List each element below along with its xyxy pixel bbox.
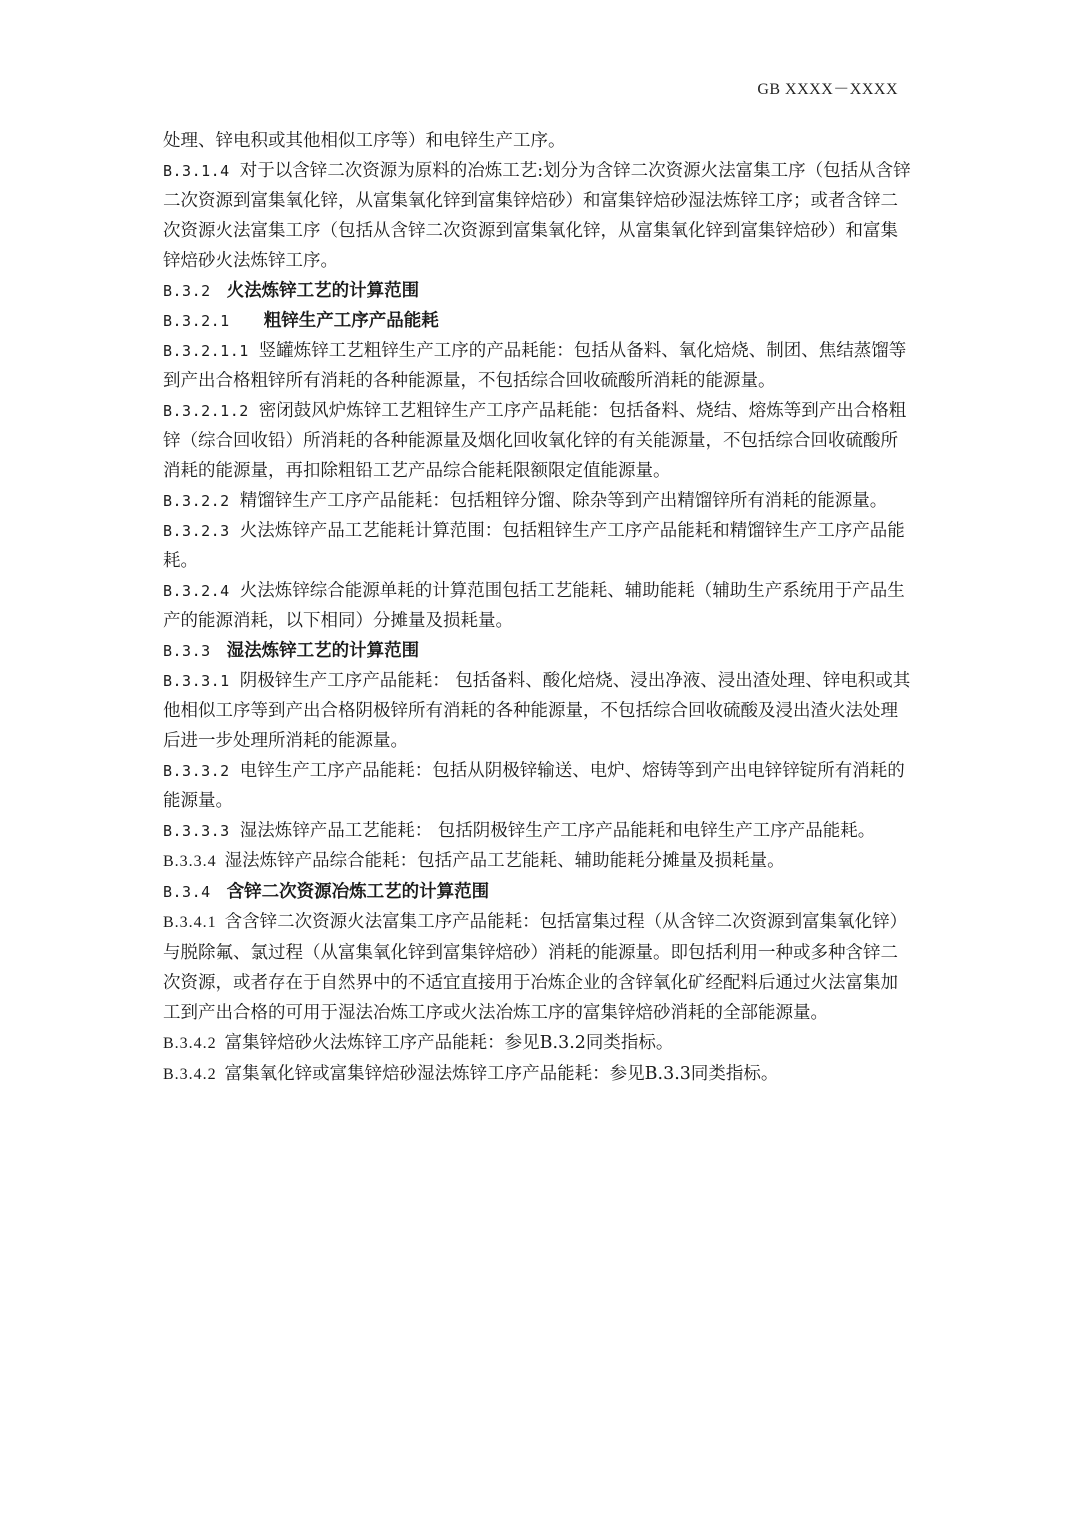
clause-text: 对于以含锌二次资源为原料的冶炼工艺:划分为含锌二次资源火法富集工序（包括从含锌二次资源到富集氧化锌，从富集氧化锌到富集锌焙砂）和富集锌焙砂湿法炼锌工序；或者含锌二次资源火法富集工序（包括从含锌二次资源到富集氧化锌，从富集氧化锌到富集锌焙砂）和富集锌焙砂火法炼锌工序。 xyxy=(163,161,911,271)
clause-number: B.3.2.4 xyxy=(163,582,230,600)
clause-number: B.3.3.4 xyxy=(163,853,217,870)
clause-text: 竖罐炼锌工艺粗锌生产工序的产品耗能：包括从备料、氧化焙烧、制团、焦结蒸馏等到产出合格粗锌所有消耗的各种能源量，不包括综合回收硫酸所消耗的能源量。 xyxy=(163,341,907,391)
clause-b3-2-4 xyxy=(163,576,915,636)
clause-b3-2-1-2 xyxy=(163,396,915,486)
clause-text: 湿法炼锌产品综合能耗：包括产品工艺能耗、辅助能耗分摊量及损耗量。 xyxy=(224,851,785,871)
paragraph-continuation xyxy=(163,126,915,156)
clause-text: 电锌生产工序产品能耗：包括从阴极锌输送、电炉、熔铸等到产出电锌锌锭所有消耗的能源量。 xyxy=(163,761,905,811)
clause-b3-3-1 xyxy=(163,666,915,756)
paragraph-text: 处理、锌电积或其他相似工序等）和电锌生产工序。 xyxy=(163,131,566,151)
clause-text: 富集氧化锌或富集锌焙砂湿法炼锌工序产品能耗：参见B.3.3同类指标。 xyxy=(224,1064,779,1084)
clause-number: B.3.2.2 xyxy=(163,492,230,510)
clause-number: B.3.4.2 xyxy=(163,1035,217,1052)
section-title: 湿法炼锌工艺的计算范围 xyxy=(226,641,420,661)
section-heading-b3-3 xyxy=(163,636,915,666)
clause-number: B.3.2.1.1 xyxy=(163,342,249,360)
section-heading-b3-2 xyxy=(163,276,915,306)
clause-text: 湿法炼锌产品工艺能耗： 包括阴极锌生产工序产品能耗和电锌生产工序产品能耗。 xyxy=(239,821,876,841)
section-number: B.3.4 xyxy=(163,883,211,901)
clause-b3-3-4 xyxy=(163,846,915,877)
clause-b3-1-4 xyxy=(163,156,915,276)
clause-text: 火法炼锌综合能源单耗的计算范围包括工艺能耗、辅助能耗（辅助生产系统用于产品生产的能源消耗，以下相同）分摊量及损耗量。 xyxy=(163,581,905,631)
clause-number: B.3.3.3 xyxy=(163,822,230,840)
clause-b3-4-2-b xyxy=(163,1059,915,1090)
clause-text: 富集锌焙砂火法炼锌工序产品能耗：参见B.3.2同类指标。 xyxy=(224,1033,674,1053)
clause-b3-3-2 xyxy=(163,756,915,816)
clause-number: B.3.3.2 xyxy=(163,762,230,780)
section-title: 含锌二次资源冶炼工艺的计算范围 xyxy=(226,882,490,902)
clause-number: B.3.2.3 xyxy=(163,522,230,540)
clause-b3-2-3 xyxy=(163,516,915,576)
document-body xyxy=(163,126,915,1090)
clause-text: 精馏锌生产工序产品能耗：包括粗锌分馏、除杂等到产出精馏锌所有消耗的能源量。 xyxy=(239,491,888,511)
section-title: 粗锌生产工序产品能耗 xyxy=(263,311,439,331)
clause-b3-3-3 xyxy=(163,816,915,846)
clause-number: B.3.1.4 xyxy=(163,162,230,180)
section-heading-b3-4 xyxy=(163,877,915,907)
clause-number: B.3.2.1.2 xyxy=(163,402,249,420)
section-heading-b3-2-1 xyxy=(163,306,915,336)
clause-text: 密闭鼓风炉炼锌工艺粗锌生产工序产品耗能：包括备料、烧结、熔炼等到产出合格粗锌（综合回收铅）所消耗的各种能源量及烟化回收氧化锌的有关能源量，不包括综合回收硫酸所消耗的能源量，再扣除粗铅工艺产品综合能耗限额限定值能源量。 xyxy=(163,401,907,481)
clause-b3-2-1-1 xyxy=(163,336,915,396)
section-number: B.3.3 xyxy=(163,642,211,660)
section-number: B.3.2 xyxy=(163,282,211,300)
clause-number: B.3.4.2 xyxy=(163,1066,217,1083)
clause-b3-2-2 xyxy=(163,486,915,516)
clause-text: 火法炼锌产品工艺能耗计算范围：包括粗锌生产工序产品能耗和精馏锌生产工序产品能耗。 xyxy=(163,521,905,571)
section-number: B.3.2.1 xyxy=(163,312,230,330)
clause-text: 含含锌二次资源火法富集工序产品能耗：包括富集过程（从含锌二次资源到富集氧化锌）与脱除氟、氯过程（从富集氧化锌到富集锌焙砂）消耗的能源量。即包括利用一种或多种含锌二次资源，或者存在于自然界中的不适宜直接用于冶炼企业的含锌氧化矿经配料后通过火法富集加工到产出合格的可用于湿法冶炼工序或火法冶炼工序的富集锌焙砂消耗的全部能源量。 xyxy=(163,912,908,1023)
clause-b3-4-1 xyxy=(163,907,915,1028)
clause-number: B.3.3.1 xyxy=(163,672,230,690)
clause-text: 阴极锌生产工序产品能耗： 包括备料、酸化焙烧、浸出净液、浸出渣处理、锌电积或其他相似工序等到产出合格阴极锌所有消耗的各种能源量，不包括综合回收硫酸及浸出渣火法处理后进一步处理所消耗的能源量。 xyxy=(163,671,911,751)
section-title: 火法炼锌工艺的计算范围 xyxy=(226,281,420,301)
clause-number: B.3.4.1 xyxy=(163,914,217,931)
clause-b3-4-2-a xyxy=(163,1028,915,1059)
standard-code: GB XXXX－XXXX xyxy=(757,81,898,98)
